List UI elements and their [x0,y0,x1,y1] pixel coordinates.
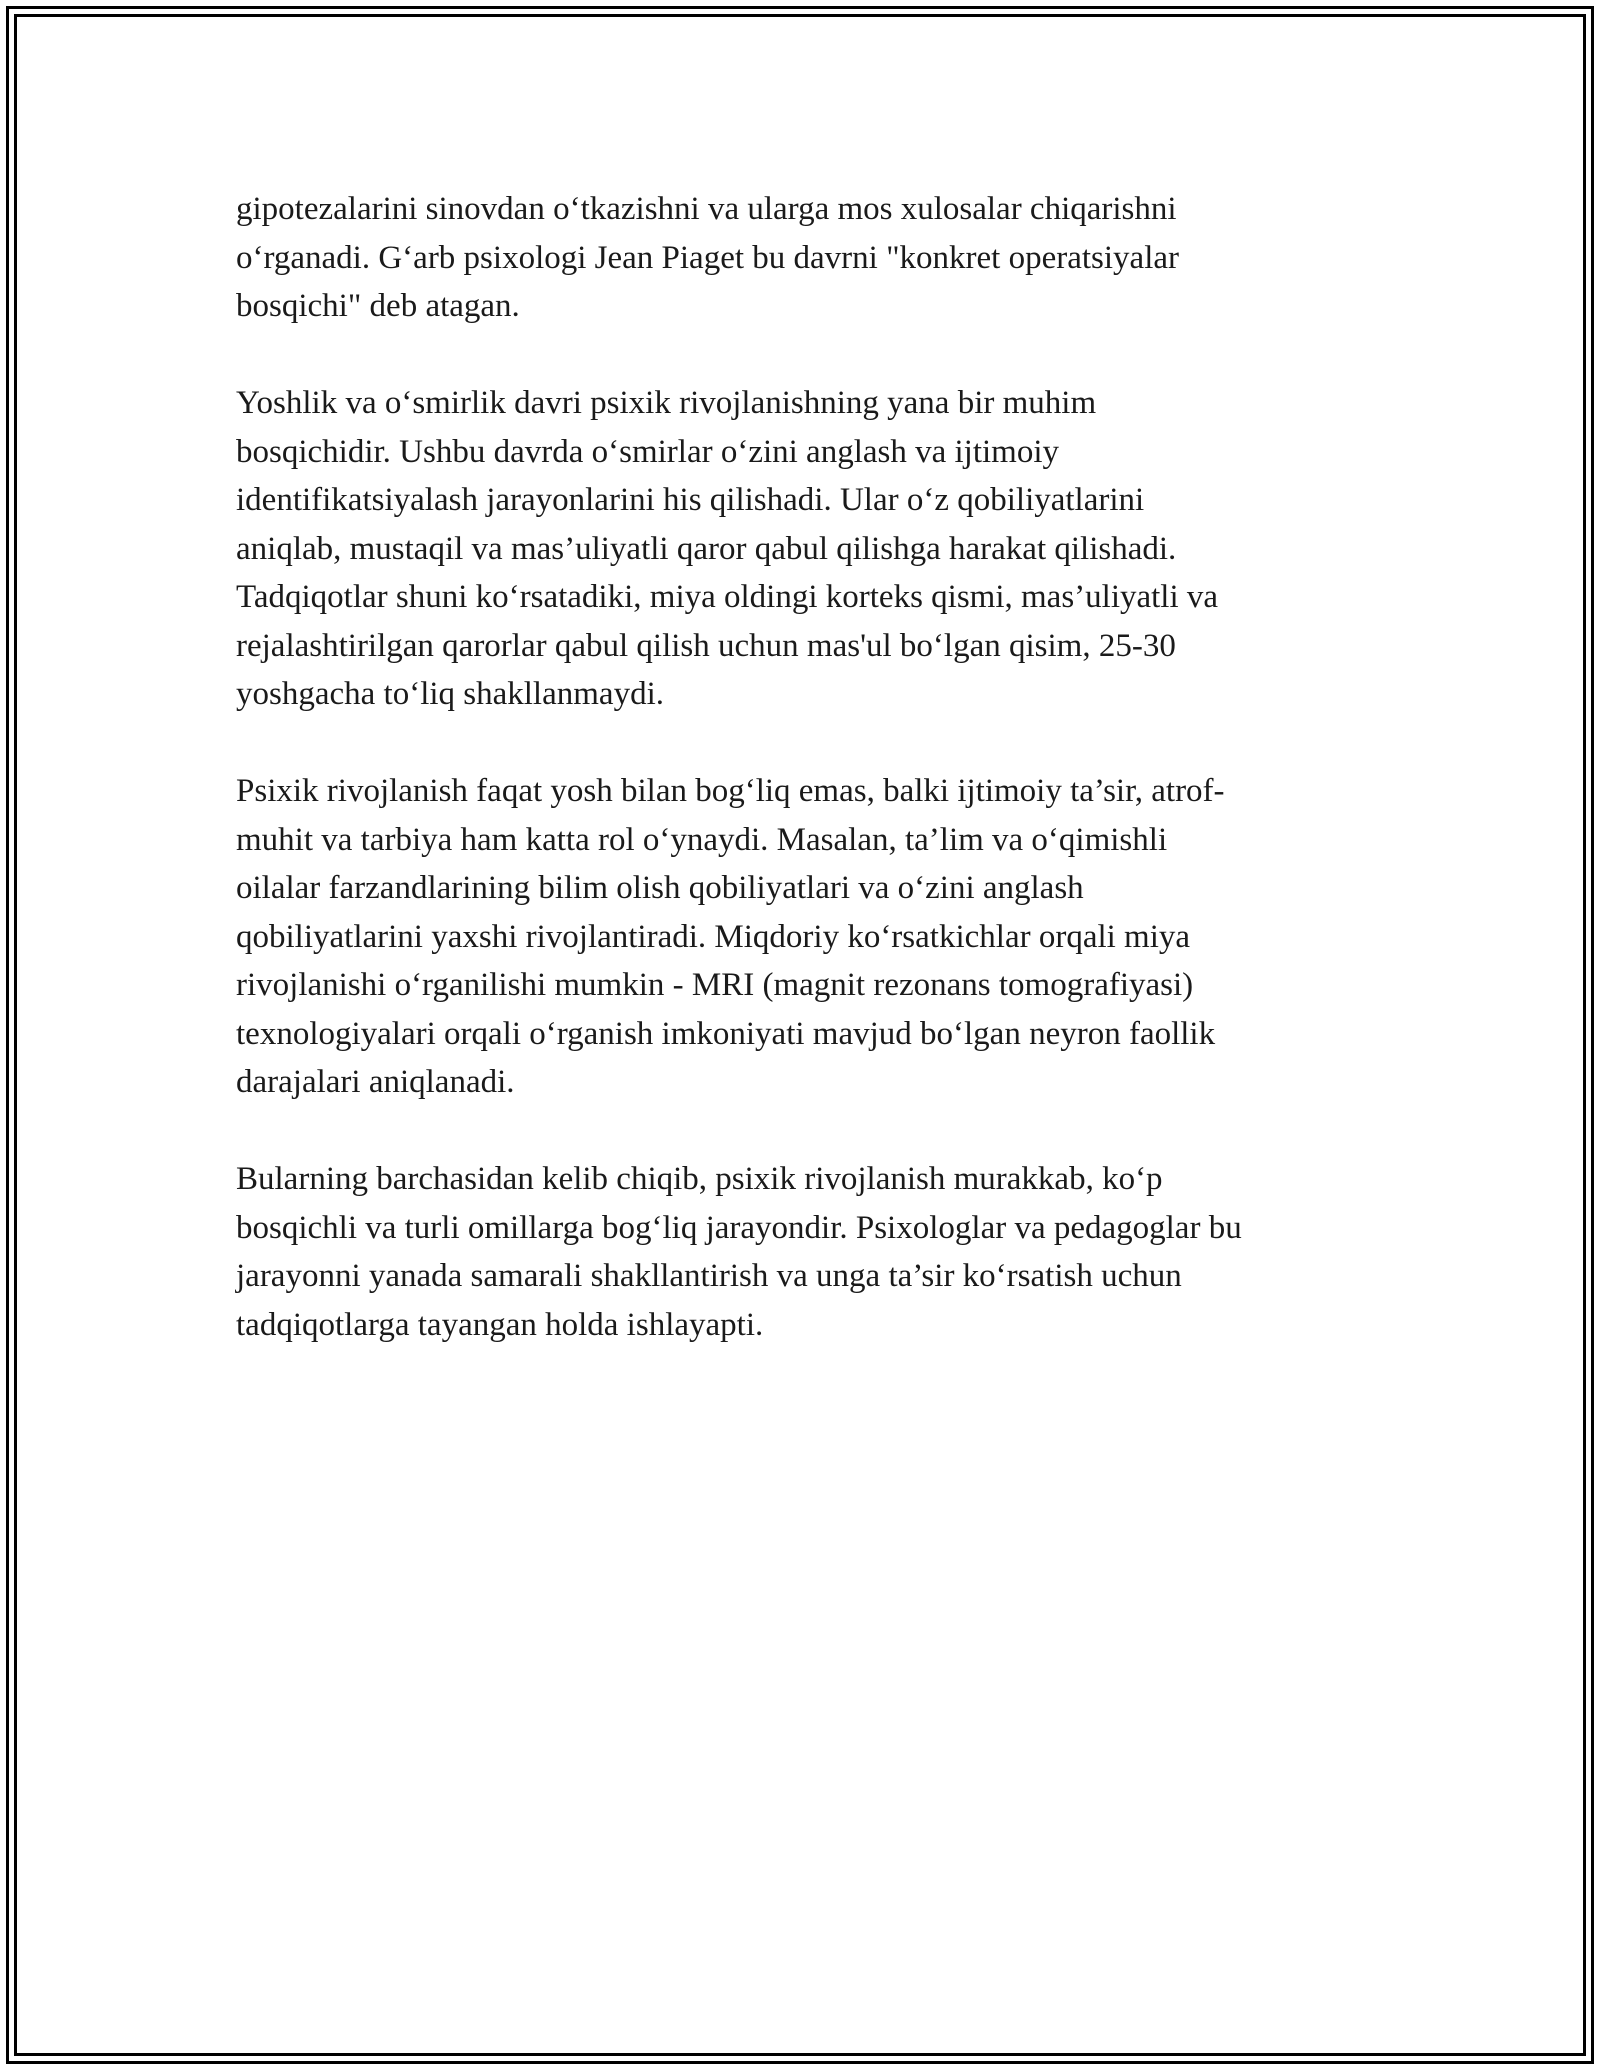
text-line: darajalari aniqlanadi. [236,1064,515,1100]
text-line: Yoshlik va oʻsmirlik davri psixik rivojlanishning yana bir muhim [236,385,1097,421]
text-line: gipotezalarini sinovdan oʻtkazishni va ularga mos xulosalar chiqarishni [236,191,1177,227]
text-line: bosqichli va turli omillarga bogʻliq jarayondir. Psixologlar va pedagoglar bu [236,1209,1242,1246]
document-body [236,185,1386,1398]
text-line: muhit va tarbiya ham katta rol oʻynaydi. Masalan, ta’lim va oʻqimishli [236,821,1168,858]
text-line: yoshgacha toʻliq shakllanmaydi. [236,676,664,712]
text-line: aniqlab, mustaqil va mas’uliyatli qaror qabul qilishga harakat qilishadi. [236,530,1177,567]
text-line: oʻrganadi. Gʻarb psixologi Jean Piaget bu davrni "konkret operatsiyalar [236,239,1180,276]
paragraph-1 [236,185,1386,331]
text-line: tadqiqotlarga tayangan holda ishlayapti. [236,1306,764,1343]
text-line: identifikatsiyalash jarayonlarini his qilishadi. Ular oʻz qobiliyatlarini [236,482,1145,518]
text-line: oilalar farzandlarining bilim olish qobiliyatlari va oʻzini anglash [236,870,1084,906]
paragraph-4 [236,1155,1386,1349]
text-line: Bularning barchasidan kelib chiqib, psixik rivojlanish murakkab, koʻp [236,1161,1163,1197]
paragraph-2 [236,379,1386,719]
paragraph-3 [236,767,1386,1107]
text-line: bosqichidir. Ushbu davrda oʻsmirlar oʻzini anglash va ijtimoiy [236,433,1060,470]
text-line: rivojlanishi oʻrganilishi mumkin - MRI (magnit rezonans tomografiyasi) [236,967,1194,1003]
text-line: jarayonni yanada samarali shakllantirish va unga ta’sir koʻrsatish uchun [236,1258,1182,1294]
text-line: Psixik rivojlanish faqat yosh bilan bogʻliq emas, balki ijtimoiy ta’sir, atrof- [236,773,1225,809]
text-line: texnologiyalari orqali oʻrganish imkoniyati mavjud boʻlgan neyron faollik [236,1015,1216,1052]
text-line: bosqichi" deb atagan. [236,288,520,324]
text-line: rejalashtirilgan qarorlar qabul qilish uchun mas'ul boʻlgan qisim, 25-30 [236,627,1176,664]
text-line: Tadqiqotlar shuni koʻrsatadiki, miya oldingi korteks qismi, mas’uliyatli va [236,579,1219,615]
text-line: qobiliyatlarini yaxshi rivojlantiradi. Miqdoriy koʻrsatkichlar orqali miya [236,918,1191,955]
